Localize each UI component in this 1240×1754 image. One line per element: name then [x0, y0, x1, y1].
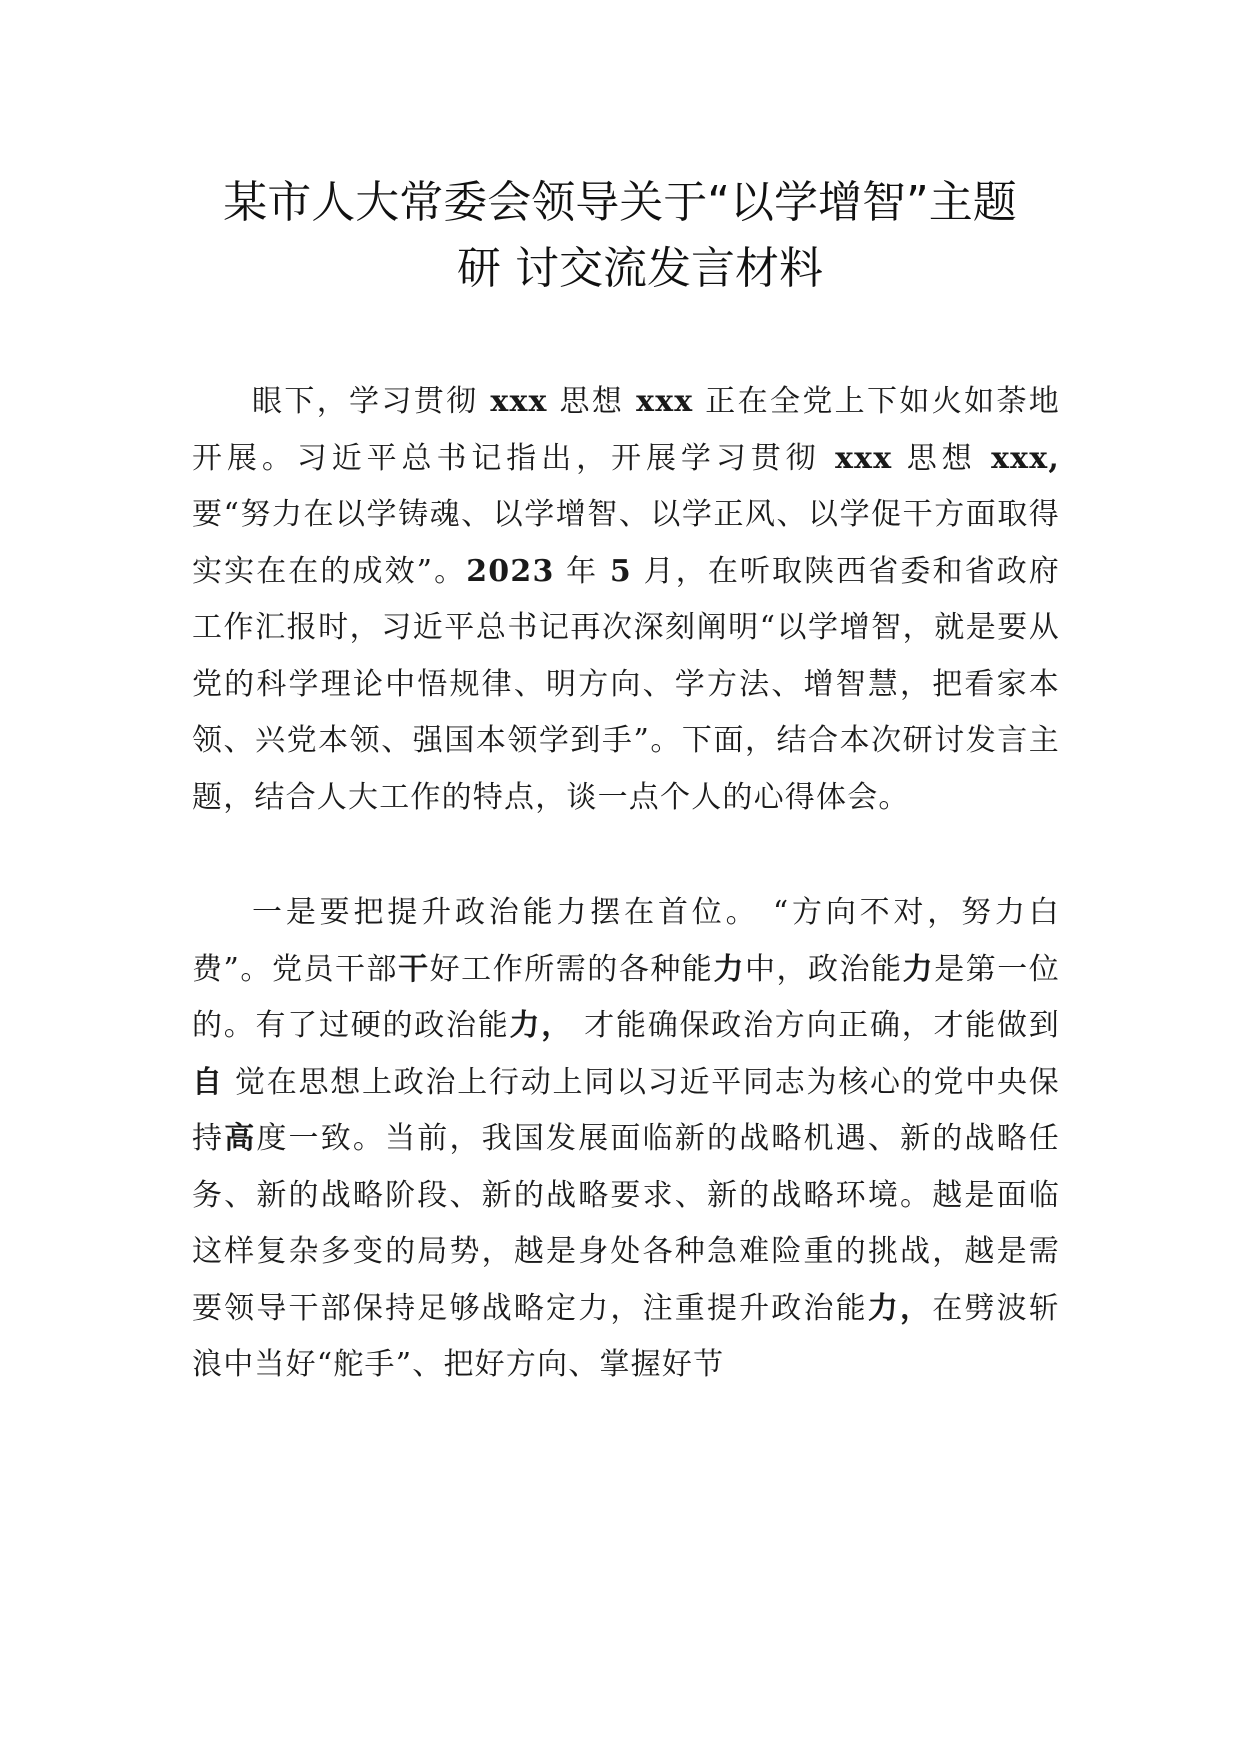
paragraph-2	[192, 885, 1060, 1394]
text-run: 5	[609, 553, 632, 589]
title-line-1: 某市人大常委会领导关于“以学增智”主题	[223, 177, 1017, 228]
text-run: 力	[902, 951, 935, 987]
paragraph-1-text	[192, 374, 1060, 826]
title-line-2: 研 讨交流发言材料	[457, 243, 823, 294]
text-run: 力，	[509, 1008, 573, 1043]
text-run: xxx	[636, 384, 694, 419]
text-run: 干	[398, 951, 430, 987]
text-run: 2023	[466, 553, 555, 589]
text-run: xxx,	[991, 440, 1060, 476]
text-run: 力	[713, 951, 745, 987]
text-run: 思想	[892, 440, 992, 476]
text-run: 年	[554, 553, 610, 589]
text-run: 一是要把提升政治能力摆在首位。 “方向不对，努力白费”。党员干部	[192, 895, 1060, 987]
text-run: 度一致。当前，我国发展面临新的战略机遇、新的战略任务、新的战略阶段、新的战略要求、新的战略环境。越是面临这样复杂多变的局势，越是身处各种急难险重的挑战，越是需要领导干部保持足够战略定力，注重提升政治能	[192, 1121, 1060, 1326]
paragraph-1	[192, 374, 1060, 826]
text-run: 正在全党上下如火如荼地开展。习近平总书记指出，开展学习贯彻	[192, 384, 1060, 476]
text-run: 力，	[867, 1290, 933, 1326]
text-run: 思想	[547, 384, 637, 419]
text-run: 觉在思想上政治上行动上同以习近平同志为核心的党中央保持	[192, 1064, 1061, 1156]
paragraph-2-text	[192, 885, 1060, 1394]
document-title	[150, 170, 1090, 302]
text-run: xxx	[490, 384, 548, 419]
text-run: 眼下，学习贯彻	[252, 384, 491, 419]
text-run: 是第一位的。有了过硬的政治能	[192, 951, 1061, 1043]
text-run: 才能确保政治方向正确，才能做到	[573, 1008, 1060, 1043]
text-run: 好工作所需的各种能	[429, 951, 714, 987]
text-run: 要“努力在以学铸魂、以学增智、以学正风、以学促干方面取得实实在在的成效”。	[192, 497, 1060, 589]
text-run: 月，在听取陕西省委和省政府工作汇报时，习近平总书记再次深刻阐明“以学增智，就是要从党的科学理论中悟规律、明方向、学方法、增智慧，把看家本领、兴党本领、强国本领学到手”。下面，结合本次研讨发言主题，结合人大工作的特点，谈一点个人的心得体会。	[192, 553, 1060, 815]
text-run: 高	[224, 1121, 257, 1156]
text-run: xxx	[835, 440, 893, 476]
text-run: 中，政治能	[744, 951, 903, 987]
text-run: 在劈波斩浪中当好“舵手”、把好方向、掌握好节	[192, 1290, 1060, 1382]
text-run: 自	[192, 1064, 224, 1100]
